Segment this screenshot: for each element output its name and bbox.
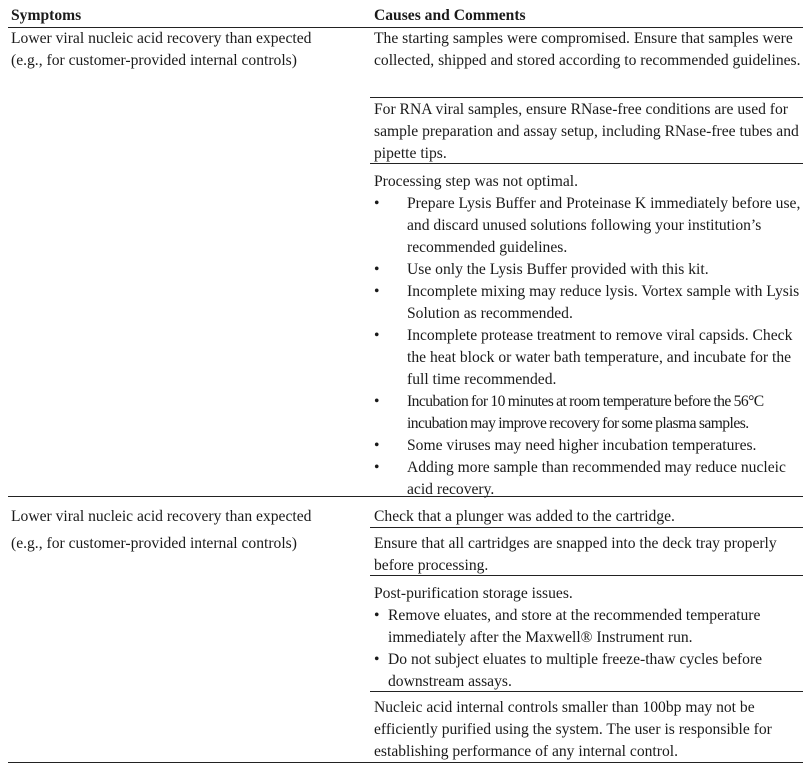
row2-cause-3-list [374, 605, 803, 693]
row2-cause-4: Nucleic acid internal controls smaller than 100bp may not be efficiently purified using the system. The user is responsible for establishing performance of any internal control. [374, 699, 772, 760]
row2-divider-1 [370, 527, 803, 528]
row1-symptom [11, 28, 366, 72]
row2-symptom-line1: Lower viral nucleic acid recovery than expected [11, 508, 312, 525]
row1-cause-2: For RNA viral samples, ensure RNase-free conditions are used for sample preparation and assay setup, including RNase-free tubes and pipette tips. [374, 101, 799, 162]
row2-cause-2: Ensure that all cartridges are snapped into the deck tray properly before processing. [374, 535, 777, 574]
row2-cause-1: Check that a plunger was added to the cartridge. [374, 508, 675, 525]
list-item: • Prepare Lysis Buffer and Proteinase K immediately before use, and discard unused solutions following your institution’s recommended guidelines. [374, 193, 803, 259]
row1-symptom-line2: (e.g., for customer-provided internal controls) [11, 52, 297, 69]
row1-divider-2 [370, 163, 803, 164]
list-item: • Incomplete protease treatment to remove viral capsids. Check the heat block or water bath temperature, and incubate for the full time recommended. [374, 325, 803, 391]
row-separator [8, 496, 803, 497]
header-causes: Causes and Comments [374, 7, 526, 24]
row1-symptom-line1: Lower viral nucleic acid recovery than expected [11, 30, 312, 47]
row1-cause-1: The starting samples were compromised. Ensure that samples were collected, shipped and stored according to recommended guidelines. [374, 30, 801, 69]
list-item: • Use only the Lysis Buffer provided with this kit. [374, 259, 803, 281]
row2-cause-3 [374, 583, 803, 693]
row1-divider-1 [370, 97, 803, 98]
row1-cause-3 [374, 171, 803, 501]
list-item: • Incubation for 10 minutes at room temperature before the 56°C incubation may improve recovery for some plasma samples. [374, 391, 803, 435]
list-item: • Remove eluates, and store at the recommended temperature immediately after the Maxwell® Instrument run. [374, 605, 803, 649]
row2-divider-3 [370, 691, 803, 692]
list-item: • Some viruses may need higher incubation temperatures. [374, 435, 803, 457]
list-item: • Adding more sample than recommended may reduce nucleic acid recovery. [374, 457, 803, 501]
row2-symptom-line2: (e.g., for customer-provided internal controls) [11, 535, 297, 552]
header-symptoms: Symptoms [11, 7, 82, 24]
table-bottom-rule [8, 762, 803, 763]
row1-cause-3-list [374, 193, 803, 501]
row2-cause-3-intro: Post-purification storage issues. [374, 585, 573, 602]
row1-cause-3-intro: Processing step was not optimal. [374, 173, 578, 190]
list-item: • Incomplete mixing may reduce lysis. Vortex sample with Lysis Solution as recommended. [374, 281, 803, 325]
list-item: • Do not subject eluates to multiple freeze-thaw cycles before downstream assays. [374, 649, 803, 693]
row2-divider-2 [370, 575, 803, 576]
